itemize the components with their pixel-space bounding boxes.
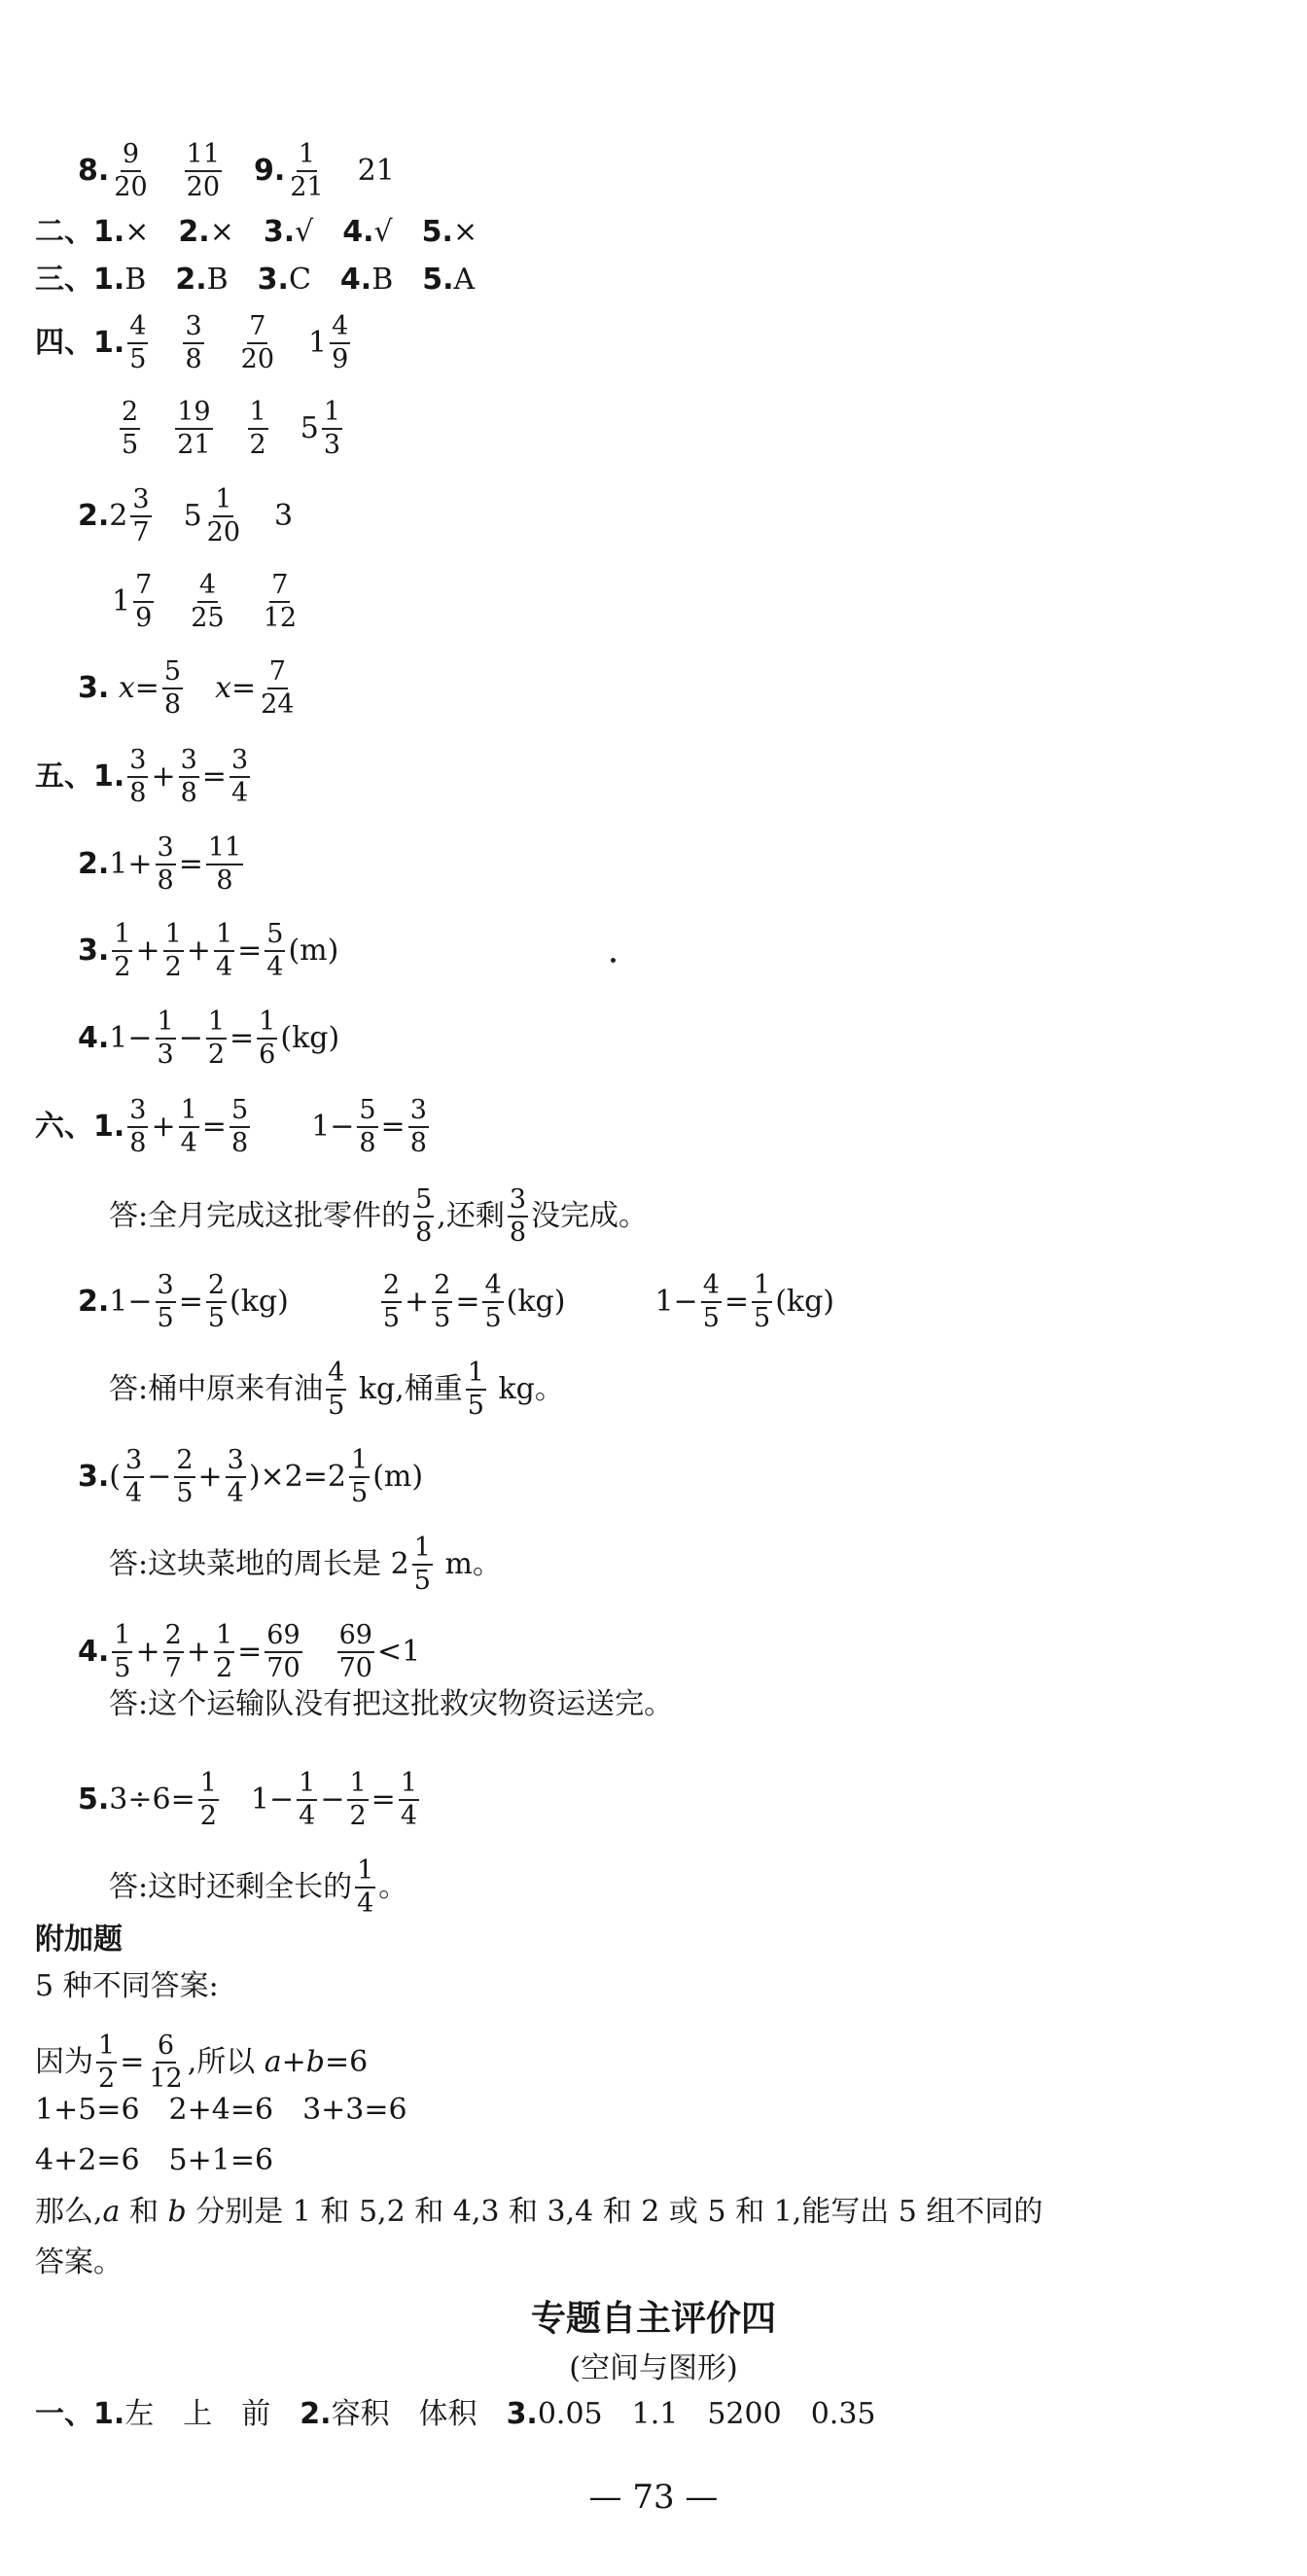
answer-text: 3÷6= [109, 1782, 195, 1817]
fraction: $\frac{1}{6}$ [259, 1006, 276, 1071]
fraction: $\frac{69}{70}$ [266, 1620, 300, 1684]
whole-number: 1 [112, 584, 131, 619]
item-label: 4. [342, 215, 374, 249]
operator: = [201, 1110, 227, 1145]
fraction: $\frac{1}{4}$ [215, 919, 233, 983]
fraction: $\frac{1}{5}$ [467, 1358, 484, 1422]
answer-text: √ [373, 215, 393, 249]
item-label: 2. [78, 847, 110, 882]
fraction: $\frac{2}{5}$ [382, 1270, 401, 1334]
section-6-q1 [35, 1097, 432, 1158]
unit: (kg) [280, 1021, 340, 1056]
item-label: 3. [78, 671, 110, 706]
answer-sentence: 。 [378, 1870, 408, 1905]
item-label: 2. [175, 263, 207, 297]
fraction: $\frac{4}{25}$ [191, 570, 225, 634]
variable: x [215, 671, 231, 706]
operator: = [230, 1021, 255, 1056]
fraction: $\frac{1}{3}$ [157, 1006, 174, 1071]
fraction: $\frac{2}{7}$ [164, 1620, 182, 1684]
fraction: $\frac{4}{9}$ [332, 311, 349, 375]
fraction: $\frac{5}{8}$ [359, 1095, 376, 1159]
operator: − [320, 1782, 345, 1817]
answer-text: 1+ [109, 847, 153, 882]
extra-title-text: 附加题 [35, 1923, 123, 1957]
variable: a [264, 2045, 282, 2080]
operator: = [178, 847, 203, 882]
fraction: $\frac{3}{4}$ [227, 1445, 244, 1509]
section-title [0, 2291, 1307, 2341]
extra-line-5 [35, 2195, 1043, 2229]
answer-text: B [124, 263, 147, 297]
section-4-q2-row2 [112, 572, 301, 633]
answer-sentence: 答案。 [35, 2245, 123, 2279]
fraction: $\frac{4}{5}$ [129, 311, 147, 375]
item-label: 四、1. [35, 326, 125, 361]
variable: b [167, 2195, 187, 2229]
item-label: 4. [78, 1635, 110, 1670]
item-label: 三、1. [35, 263, 125, 297]
fraction: $\frac{1}{4}$ [180, 1095, 197, 1159]
operator: + [135, 1635, 160, 1670]
unit: (kg) [230, 1285, 289, 1320]
unit: (kg) [775, 1285, 835, 1320]
fraction: $\frac{1}{2}$ [199, 1768, 217, 1832]
answer-text: A [453, 263, 476, 297]
answer-text: =6 [325, 2045, 369, 2080]
operator: + [151, 759, 176, 794]
operator: + [281, 2045, 306, 2080]
item-label: 9. [254, 154, 286, 189]
answer-sentence: 和 [120, 2195, 168, 2229]
answer-text: × [124, 215, 150, 249]
answer-text: 1− [109, 1021, 153, 1056]
item-label: 4. [339, 263, 372, 297]
fraction: $\frac{3}{4}$ [125, 1445, 143, 1509]
unit: (kg) [506, 1285, 566, 1320]
whole-number: 1 [308, 326, 328, 361]
item-label: 4. [78, 1021, 110, 1056]
section-5-q3 [78, 921, 338, 982]
page-number-text: — 73 — [588, 2478, 719, 2517]
section-3-answers [35, 265, 475, 295]
fraction: $\frac{7}{12}$ [263, 570, 297, 634]
fraction: $\frac{5}{4}$ [266, 919, 284, 983]
answer-sentence: 那么, [35, 2195, 103, 2229]
item-label: 3. [506, 2397, 538, 2431]
operator: + [197, 1460, 223, 1495]
item-label: 二、1. [35, 215, 125, 249]
fraction: $\frac{4}{5}$ [484, 1270, 502, 1334]
page-number [0, 2478, 1307, 2517]
stray-dot [611, 958, 616, 963]
item-label: 一、1. [35, 2397, 125, 2431]
answer-text: 0.05 1.1 5200 0.35 [537, 2397, 876, 2431]
fraction: $\frac{3}{8}$ [129, 1095, 147, 1159]
answer-sentence: 答:全月完成这批零件的 [109, 1199, 411, 1234]
whole-number: 5 [183, 499, 202, 534]
extra-line-1 [35, 1969, 219, 2003]
section-6-q3 [78, 1447, 423, 1508]
item-label: 3. [263, 215, 296, 249]
fraction: $\frac{2}{5}$ [207, 1270, 226, 1334]
operator: = [178, 1285, 203, 1320]
fraction: $\frac{3}{5}$ [157, 1270, 174, 1334]
operator: + [135, 934, 160, 969]
fraction: $\frac{2}{5}$ [434, 1270, 451, 1334]
fraction: $\frac{1}{2}$ [215, 1620, 233, 1684]
fraction: $\frac{1}{3}$ [323, 397, 341, 461]
fraction: $\frac{9}{20}$ [114, 139, 148, 203]
answer-sentence: 5 种不同答案: [35, 1969, 219, 2003]
item-label: 3. [78, 1460, 110, 1495]
fraction: $\frac{3}{8}$ [185, 311, 202, 375]
operator: + [151, 1110, 176, 1145]
operator: = [724, 1285, 750, 1320]
unit: (m) [288, 934, 339, 969]
answer-sentence: m。 [444, 1547, 502, 1582]
answer-text: √ [295, 215, 314, 249]
fraction: $\frac{1}{2}$ [249, 397, 266, 461]
answer-statement-6-1 [109, 1186, 648, 1248]
answer-sentence: 答:桶中原来有油 [109, 1372, 324, 1407]
fraction: $\frac{7}{24}$ [261, 656, 295, 721]
fraction: $\frac{1}{20}$ [206, 484, 241, 548]
answer-sentence: 4+2=6 5+1=6 [35, 2143, 274, 2177]
operator: = [237, 1635, 263, 1670]
fraction: $\frac{3}{7}$ [132, 484, 150, 548]
operator: = [371, 1782, 396, 1817]
extra-line-6 [35, 2245, 123, 2279]
fraction: $\frac{5}{8}$ [415, 1184, 433, 1249]
answer-sentence: kg,桶重 [358, 1372, 463, 1407]
item-label: 2. [300, 2397, 332, 2431]
item-label: 5. [78, 1782, 110, 1817]
section-5-q2 [78, 834, 246, 896]
item-label: 六、1. [35, 1110, 125, 1145]
fraction: $\frac{11}{8}$ [207, 832, 242, 897]
fraction: $\frac{4}{5}$ [702, 1270, 720, 1334]
section-6-q5 [78, 1770, 422, 1831]
answer-statement-6-2 [109, 1359, 564, 1421]
fraction: $\frac{1}{4}$ [400, 1768, 417, 1832]
item-label: 2. [78, 1285, 110, 1320]
answer-text: 1− [109, 1285, 153, 1320]
fraction: $\frac{3}{8}$ [509, 1184, 527, 1249]
extra-line-4 [35, 2143, 274, 2177]
answer-text: × [452, 215, 478, 249]
operator: = [201, 759, 227, 794]
section-subtitle [0, 2344, 1307, 2386]
answer-sentence: ,所以 [187, 2045, 265, 2080]
answer-text: C [288, 263, 311, 297]
fraction: $\frac{1}{5}$ [754, 1270, 771, 1334]
operator: = [237, 934, 263, 969]
fraction: $\frac{3}{8}$ [409, 1095, 427, 1159]
whole-number: 5 [300, 411, 319, 446]
section-4-q1-row2 [117, 399, 345, 460]
item-label: 3. [78, 934, 110, 969]
answer-sentence: ,还剩 [437, 1199, 505, 1234]
fraction: $\frac{1}{5}$ [351, 1445, 369, 1509]
operator: − [147, 1460, 172, 1495]
fraction: $\frac{6}{12}$ [149, 2030, 183, 2095]
section-4-q2-row1 [78, 486, 293, 547]
operator: = [120, 2045, 145, 2080]
answer-sentence: 答:这个运输队没有把这批救灾物资运送完。 [109, 1687, 674, 1721]
extra-line-2 [35, 2032, 368, 2094]
answer-sentence: 没完成。 [531, 1199, 649, 1234]
fraction: $\frac{4}{5}$ [328, 1358, 345, 1422]
fraction: $\frac{1}{4}$ [357, 1855, 374, 1920]
variable: x [118, 671, 135, 706]
answer-text: )×2=2 [248, 1460, 346, 1495]
fraction: $\frac{69}{70}$ [338, 1620, 372, 1684]
answer-statement-6-4 [109, 1687, 674, 1721]
answer-text: 1− [654, 1285, 698, 1320]
fraction: $\frac{5}{8}$ [163, 656, 182, 721]
answer-text: 左 上 前 [124, 2397, 271, 2431]
answer-text: 1− [311, 1110, 355, 1145]
operator: = [134, 671, 159, 706]
fraction: $\frac{11}{20}$ [186, 139, 220, 203]
answer-sentence: 答:这时还剩全长的 [109, 1870, 353, 1905]
fraction: $\frac{1}{5}$ [114, 1620, 131, 1684]
section-5-q1 [35, 747, 253, 808]
unit: (m) [372, 1460, 424, 1495]
fraction: $\frac{3}{8}$ [129, 745, 147, 809]
fraction: $\frac{1}{5}$ [413, 1533, 431, 1597]
whole-number: 2 [109, 499, 128, 534]
section-6-q4 [78, 1622, 420, 1683]
answer-line-8-9 [78, 141, 395, 202]
variable: a [102, 2195, 121, 2229]
answer-sentence: 答:这块菜地的周长是 2 [109, 1547, 409, 1582]
fraction: $\frac{7}{9}$ [135, 570, 153, 634]
section-2-answers [35, 215, 478, 249]
answer-text: <1 [376, 1635, 421, 1670]
answer-text: 容积 体积 [331, 2397, 477, 2431]
answer-sentence: 分别是 1 和 5,2 和 4,3 和 3,4 和 2 或 5 和 1,能写出 5 组不同的 [186, 2195, 1043, 2229]
fraction: $\frac{1}{2}$ [349, 1768, 367, 1832]
operator: = [380, 1110, 406, 1145]
fraction: $\frac{19}{21}$ [177, 397, 211, 461]
operator: − [178, 1021, 203, 1056]
item-label: 五、1. [35, 759, 125, 794]
fraction: $\frac{1}{2}$ [207, 1006, 226, 1071]
fraction: $\frac{2}{5}$ [122, 397, 139, 461]
item-label: 5. [421, 215, 453, 249]
answer-sentence: 因为 [35, 2045, 93, 2080]
answer-statement-6-3 [109, 1535, 502, 1596]
answer-text: 21 [357, 154, 395, 189]
item-label: 2. [78, 499, 110, 534]
fraction: $\frac{1}{4}$ [299, 1768, 316, 1832]
item-label: 8. [78, 154, 110, 189]
fraction: $\frac{1}{21}$ [290, 139, 324, 203]
variable: b [305, 2045, 326, 2080]
section-title-text: 专题自主评价四 [530, 2299, 776, 2339]
section-4-new-q1 [35, 2397, 876, 2431]
operator: ( [109, 1460, 121, 1495]
answer-text: 3 [274, 499, 294, 534]
answer-statement-6-5 [109, 1857, 407, 1919]
answer-text: B [206, 263, 229, 297]
answer-text: 1− [250, 1782, 295, 1817]
section-6-q2 [78, 1272, 834, 1333]
operator: + [186, 1635, 211, 1670]
answer-text: B [371, 263, 394, 297]
fraction: $\frac{5}{8}$ [230, 1095, 249, 1159]
operator: + [186, 934, 211, 969]
section-4-q3 [78, 658, 300, 720]
fraction: $\frac{1}{2}$ [114, 919, 131, 983]
section-4-q1-row1 [35, 313, 353, 374]
answer-sentence: kg。 [498, 1372, 564, 1407]
extra-problem-title [35, 1925, 123, 1955]
fraction: $\frac{3}{4}$ [230, 745, 249, 809]
fraction: $\frac{2}{5}$ [176, 1445, 194, 1509]
item-label: 2. [178, 215, 210, 249]
fraction: $\frac{1}{2}$ [164, 919, 182, 983]
fraction: $\frac{7}{20}$ [240, 311, 275, 375]
section-5-q4 [78, 1008, 339, 1070]
answer-sentence: 1+5=6 2+4=6 3+3=6 [35, 2093, 407, 2127]
section-subtitle-text: (空间与图形) [569, 2351, 738, 2385]
operator: = [231, 671, 257, 706]
answer-text: × [209, 215, 234, 249]
item-label: 5. [422, 263, 454, 297]
fraction: $\frac{3}{8}$ [180, 745, 197, 809]
item-label: 3. [257, 263, 289, 297]
operator: + [405, 1285, 430, 1320]
fraction: $\frac{1}{2}$ [98, 2030, 116, 2095]
extra-line-3 [35, 2093, 407, 2127]
operator: = [455, 1285, 480, 1320]
fraction: $\frac{3}{8}$ [157, 832, 174, 897]
